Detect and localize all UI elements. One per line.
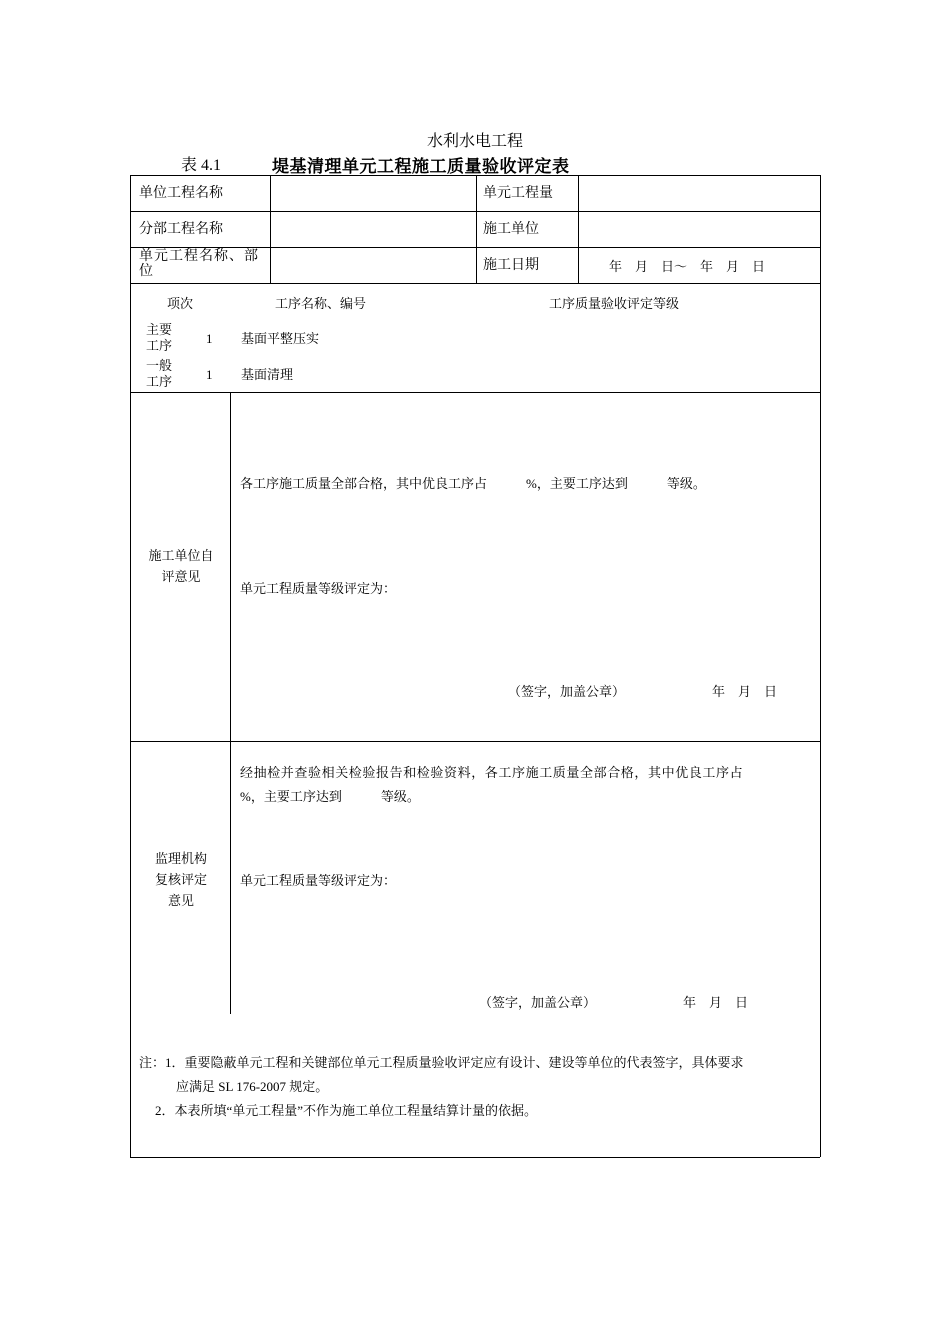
construction-date-label: 施工日期 xyxy=(483,258,539,273)
self-eval-date: 年 月 日 xyxy=(712,684,778,699)
supervision-date: 年 月 日 xyxy=(683,995,749,1010)
self-eval-sign: （签字，加盖公章） xyxy=(508,684,626,699)
page-title: 堤基清理单元工程施工质量验收评定表 xyxy=(272,157,570,176)
process-type-general: 一般工序 xyxy=(146,358,173,389)
col-grade-header: 工序质量验收评定等级 xyxy=(549,296,680,311)
note-1-line1: 注：1．重要隐蔽单元工程和关键部位单元工程质量验收评定应有设计、建设等单位的代表签字，具体要求 xyxy=(139,1055,744,1070)
row-divider xyxy=(130,283,820,284)
construction-date-value: 年 月 日～ 年 月 日 xyxy=(609,259,766,274)
col-divider xyxy=(476,175,477,283)
process-name-main: 基面平整压实 xyxy=(241,331,320,346)
col-process-header: 工序名称、编号 xyxy=(275,296,367,311)
unit-project-name-label: 单位工程名称 xyxy=(139,186,223,201)
unit-work-name-label: 单元工程名称、部位 xyxy=(139,249,259,279)
table-top-border xyxy=(130,175,820,176)
supervision-label-line2: 复核评定 xyxy=(154,872,207,887)
note-2: 2．本表所填“单元工程量”不作为施工单位工程量结算计量的依据。 xyxy=(155,1103,538,1118)
table-number: 表 4.1 xyxy=(181,157,222,174)
process-no-main: 1 xyxy=(206,331,213,346)
self-eval-grade-line: 单元工程质量等级评定为： xyxy=(240,581,397,596)
supervision-sign: （签字，加盖公章） xyxy=(479,995,597,1010)
table-right-border xyxy=(820,175,821,1157)
process-type-main: 主要工序 xyxy=(146,322,173,353)
category-text: 水利水电工程 xyxy=(426,133,523,150)
row-divider xyxy=(130,211,820,212)
row-divider xyxy=(130,741,820,742)
self-eval-label: 施工单位自评意见 xyxy=(148,548,214,584)
process-name-general: 基面清理 xyxy=(241,367,294,382)
sub-project-name-label: 分部工程名称 xyxy=(139,222,223,237)
row-divider xyxy=(130,392,820,393)
supervision-grade-line: 单元工程质量等级评定为： xyxy=(240,873,397,888)
note-1-line2: 应满足 SL 176-2007 规定。 xyxy=(176,1079,329,1094)
col-divider xyxy=(578,175,579,283)
construction-unit-label: 施工单位 xyxy=(483,222,539,237)
col-item-header: 项次 xyxy=(167,296,194,311)
unit-work-quantity-label: 单元工程量 xyxy=(483,186,553,201)
supervision-label-line3: 意见 xyxy=(167,893,194,908)
table-bottom-border xyxy=(130,1157,820,1158)
document-category xyxy=(0,128,950,151)
row-divider xyxy=(130,247,820,248)
table-left-border xyxy=(130,175,131,1157)
supervision-statement-line1: 经抽检并查验相关检验报告和检验资料，各工序施工质量全部合格，其中优良工序占 xyxy=(240,765,744,780)
supervision-statement-line2: %，主要工序达到 等级。 xyxy=(240,789,420,804)
label-col-divider xyxy=(230,392,231,1014)
self-eval-statement: 各工序施工质量全部合格，其中优良工序占 %，主要工序达到 等级。 xyxy=(240,476,706,491)
process-no-general: 1 xyxy=(206,367,213,382)
supervision-label-line1: 监理机构 xyxy=(154,851,207,866)
supervision-label xyxy=(148,848,214,911)
col-divider xyxy=(270,175,271,283)
